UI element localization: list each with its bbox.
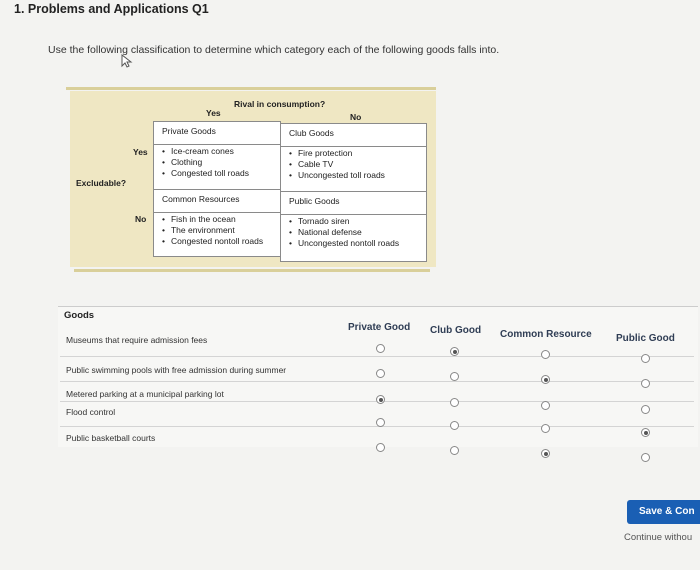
question-title: 1. Problems and Applications Q1 — [14, 2, 209, 16]
goods-row-label: Public basketball courts — [66, 433, 156, 443]
category-radio-public-good[interactable] — [641, 354, 650, 363]
goods-row-label: Public swimming pools with free admission during summer — [66, 365, 287, 375]
row-divider — [60, 356, 694, 357]
category-radio-private-good[interactable] — [376, 369, 385, 378]
common-resources-item: • Congested nontoll roads — [162, 236, 263, 247]
category-radio-common-resource[interactable] — [541, 375, 550, 384]
category-radio-club-good[interactable] — [450, 398, 459, 407]
rival-no-label: No — [350, 112, 362, 122]
category-radio-common-resource[interactable] — [541, 401, 550, 410]
goods-column-header: Goods — [64, 310, 95, 321]
figure-top-rule — [66, 87, 436, 90]
common-resources-cell — [153, 189, 281, 257]
category-radio-common-resource[interactable] — [541, 449, 550, 458]
category-radio-public-good[interactable] — [641, 405, 650, 414]
mouse-cursor-icon — [120, 54, 134, 68]
category-radio-public-good[interactable] — [641, 379, 650, 388]
category-radio-public-good[interactable] — [641, 453, 650, 462]
common-resources-title: Common Resources — [162, 194, 240, 204]
category-radio-private-good[interactable] — [376, 395, 385, 404]
goods-row-label: Museums that require admission fees — [66, 335, 208, 345]
category-radio-club-good[interactable] — [450, 446, 459, 455]
category-radio-club-good[interactable] — [450, 347, 459, 356]
public-goods-item: • National defense — [289, 227, 399, 238]
instruction-text: Use the following classification to determine which category each of the following goods falls into. — [48, 44, 500, 56]
rival-yes-label: Yes — [206, 108, 221, 118]
club-goods-title: Club Goods — [289, 128, 334, 138]
col-header-public-good: Public Good — [616, 333, 675, 344]
col-header-common-resource: Common Resource — [500, 329, 592, 340]
category-radio-private-good[interactable] — [376, 418, 385, 427]
category-radio-club-good[interactable] — [450, 372, 459, 381]
public-goods-cell — [280, 191, 427, 262]
category-radio-club-good[interactable] — [450, 421, 459, 430]
private-goods-item: • Congested toll roads — [162, 168, 249, 179]
club-goods-item: • Fire protection — [289, 148, 385, 159]
club-goods-item: • Cable TV — [289, 159, 385, 170]
common-resources-item: • Fish in the ocean — [162, 214, 263, 225]
public-goods-item: • Tornado siren — [289, 216, 399, 227]
figure-bottom-rule — [74, 269, 430, 272]
continue-without-saving-link[interactable]: Continue withou — [624, 532, 693, 543]
private-goods-item: • Clothing — [162, 157, 249, 168]
col-header-club-good: Club Good — [430, 325, 482, 336]
public-goods-title: Public Goods — [289, 196, 340, 206]
save-and-continue-button[interactable]: Save & Con — [627, 500, 700, 524]
club-goods-cell — [280, 123, 427, 192]
public-goods-item: • Uncongested nontoll roads — [289, 238, 399, 249]
excludable-no-label: No — [135, 214, 147, 224]
club-goods-item: • Uncongested toll roads — [289, 170, 385, 181]
goods-row-label: Flood control — [66, 407, 116, 417]
private-goods-cell — [153, 121, 281, 190]
col-header-private-good: Private Good — [348, 322, 411, 333]
private-goods-title: Private Goods — [162, 126, 216, 136]
category-radio-private-good[interactable] — [376, 344, 385, 353]
rival-label: Rival in consumption? — [234, 99, 326, 109]
excludable-label: Excludable? — [76, 178, 127, 188]
category-radio-common-resource[interactable] — [541, 350, 550, 359]
category-radio-private-good[interactable] — [376, 443, 385, 452]
excludable-yes-label: Yes — [133, 147, 148, 157]
category-radio-public-good[interactable] — [641, 428, 650, 437]
row-divider — [60, 381, 694, 382]
category-radio-common-resource[interactable] — [541, 424, 550, 433]
private-goods-item: • Ice-cream cones — [162, 146, 249, 157]
common-resources-item: • The environment — [162, 225, 263, 236]
goods-row-label: Metered parking at a municipal parking lot — [66, 389, 224, 399]
